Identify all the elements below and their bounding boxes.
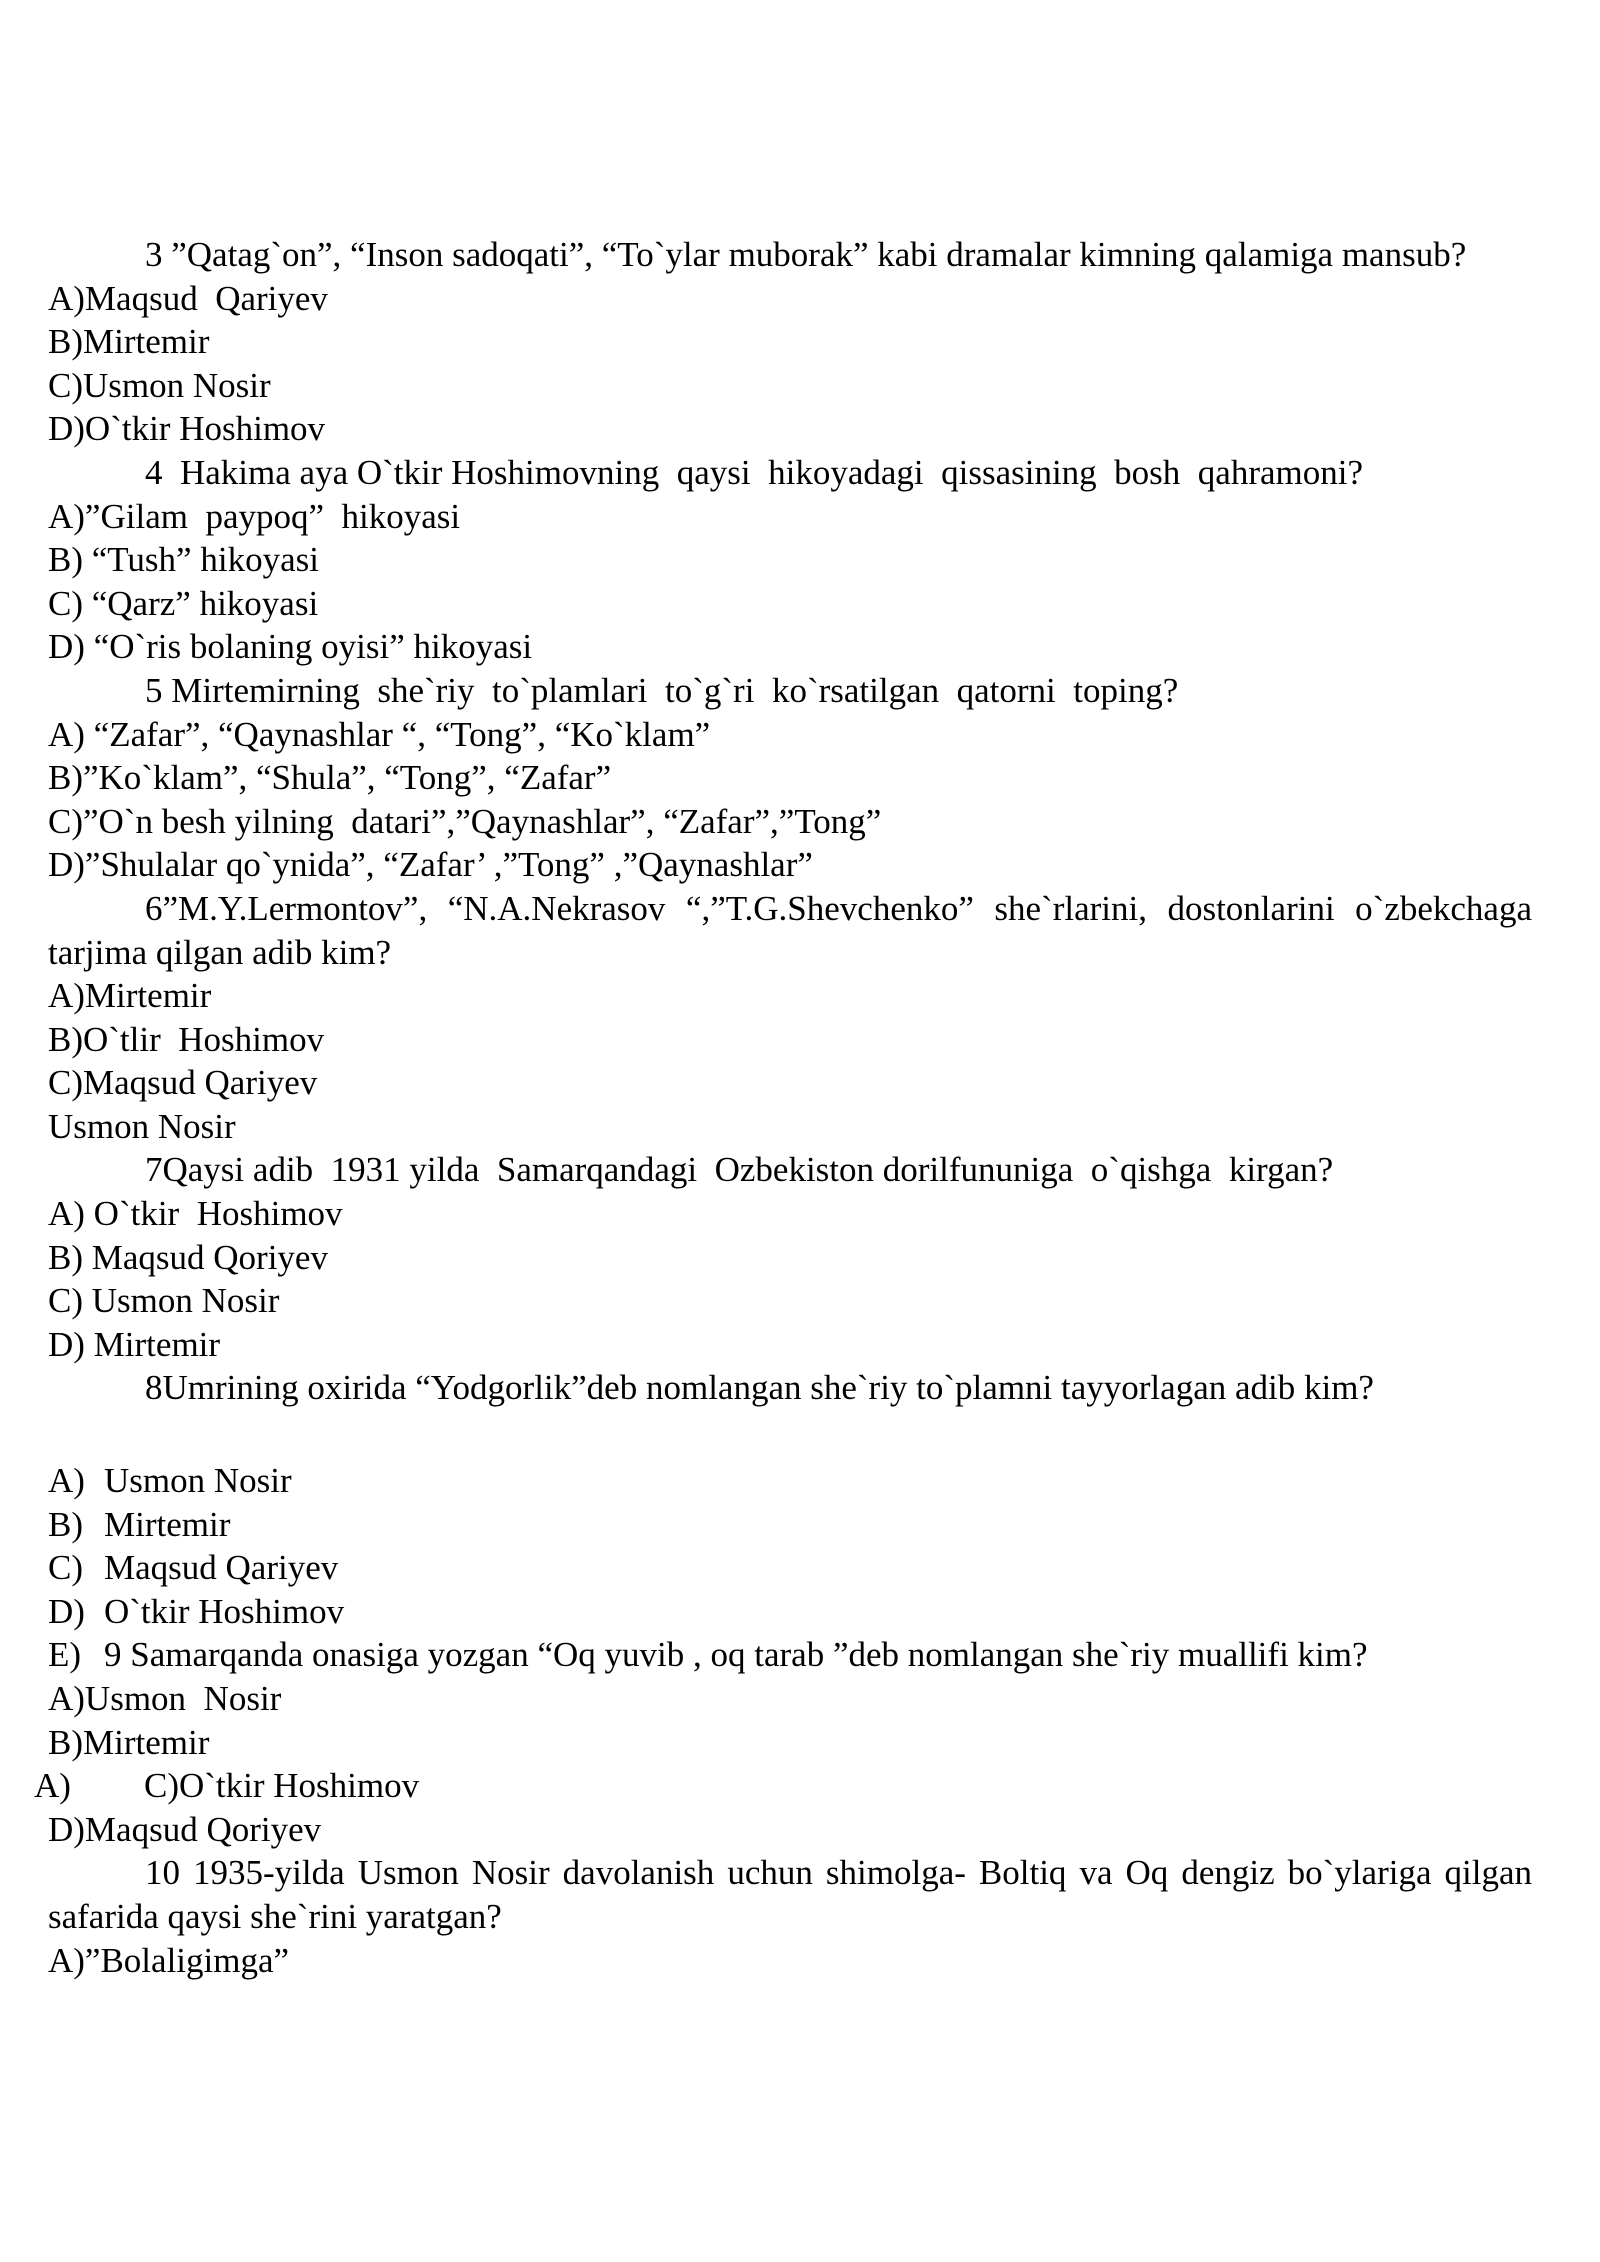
option-8c	[48, 1546, 1532, 1590]
option-4d: D) “O`ris bolaning oyisi” hikoyasi	[48, 627, 533, 667]
option-6b: B)O`tlir Hoshimov	[48, 1019, 325, 1059]
option-marker: A)	[48, 1461, 85, 1501]
option-6c: C)Maqsud Qariyev	[48, 1063, 318, 1103]
option-3b: B)Mirtemir	[48, 322, 210, 362]
question-5: 5 Mirtemirning she`riy to`plamlari to`g`ri ko`rsatilgan qatorni toping?	[145, 670, 1179, 710]
option-8e-question-9	[48, 1633, 1532, 1677]
option-4b: B) “Tush” hikoyasi	[48, 540, 319, 580]
option-text: C)O`tkir Hoshimov	[144, 1766, 420, 1806]
option-7d: D) Mirtemir	[48, 1324, 221, 1364]
option-8d	[48, 1590, 1532, 1634]
option-9d: D)Maqsud Qoriyev	[48, 1809, 322, 1849]
option-5c: C)”O`n besh yilning datari”,”Qaynashlar”, “Zafar”,”Tong”	[48, 801, 882, 841]
question-7: 7Qaysi adib 1931 yilda Samarqandagi Ozbekiston dorilfununiga o`qishga kirgan?	[145, 1150, 1334, 1190]
option-5d: D)”Shulalar qo`ynida”, “Zafar’ ,”Tong” ,”Qaynashlar”	[48, 845, 813, 885]
option-marker: E)	[48, 1635, 82, 1675]
option-marker: D)	[48, 1591, 85, 1631]
question-8: 8Umrining oxirida “Yodgorlik”deb nomlangan she`riy to`plamni tayyorlagan adib kim?	[145, 1368, 1374, 1408]
option-7b: B) Maqsud Qoriyev	[48, 1237, 328, 1277]
option-marker: B)	[48, 1504, 83, 1544]
question-4: 4 Hakima aya O`tkir Hoshimovning qaysi hikoyadagi qissasining bosh qahramoni?	[145, 452, 1364, 492]
option-10a: A)”Bolaligimga”	[48, 1940, 290, 1980]
question-3: 3 ”Qatag`on”, “Inson sadoqati”, “To`ylar muborak” kabi dramalar kimning qalamiga mansub?	[145, 235, 1467, 274]
option-text: 9 Samarqanda onasiga yozgan “Oq yuvib , oq tarab ”deb nomlangan she`riy muallifi kim?	[104, 1635, 1368, 1675]
option-3a: A)Maqsud Qariyev	[48, 278, 328, 318]
option-text: Mirtemir	[104, 1504, 231, 1544]
option-text: Maqsud Qariyev	[104, 1548, 339, 1588]
option-8b	[48, 1503, 1532, 1547]
option-4a: A)”Gilam paypoq” hikoyasi	[48, 496, 461, 536]
option-8a	[48, 1459, 1532, 1503]
option-text: O`tkir Hoshimov	[104, 1591, 345, 1631]
option-6a: A)Mirtemir	[48, 976, 212, 1016]
option-5b: B)”Ko`klam”, “Shula”, “Tong”, “Zafar”	[48, 758, 612, 798]
question-10: 10 1935-yilda Usmon Nosir davolanish uchun shimolga- Boltiq va Oq dengiz bo`ylariga qilgan safarida qaysi she`rini yaratgan?	[48, 1853, 1532, 1936]
option-9b: B)Mirtemir	[48, 1722, 210, 1762]
option-text: Usmon Nosir	[104, 1461, 292, 1501]
option-7c: C) Usmon Nosir	[48, 1281, 280, 1321]
option-3c: C)Usmon Nosir	[48, 365, 271, 405]
option-6d: Usmon Nosir	[48, 1106, 236, 1146]
quiz-content	[34, 233, 1532, 1982]
option-7a: A) O`tkir Hoshimov	[48, 1194, 343, 1234]
option-5a: A) “Zafar”, “Qaynashlar “, “Tong”, “Ko`klam”	[48, 714, 711, 754]
option-9c	[34, 1764, 1532, 1808]
option-marker: A)	[34, 1766, 71, 1806]
option-3d: D)O`tkir Hoshimov	[48, 409, 326, 449]
blank-gap	[48, 1410, 1532, 1459]
option-4c: C) “Qarz” hikoyasi	[48, 583, 319, 623]
option-9a: A)Usmon Nosir	[48, 1679, 282, 1718]
option-marker: C)	[48, 1548, 83, 1588]
question-6: 6”M.Y.Lermontov”, “N.A.Nekrasov “,”T.G.Shevchenko” she`rlarini, dostonlarini o`zbekchaga tarjima qilgan adib kim?	[48, 888, 1532, 972]
